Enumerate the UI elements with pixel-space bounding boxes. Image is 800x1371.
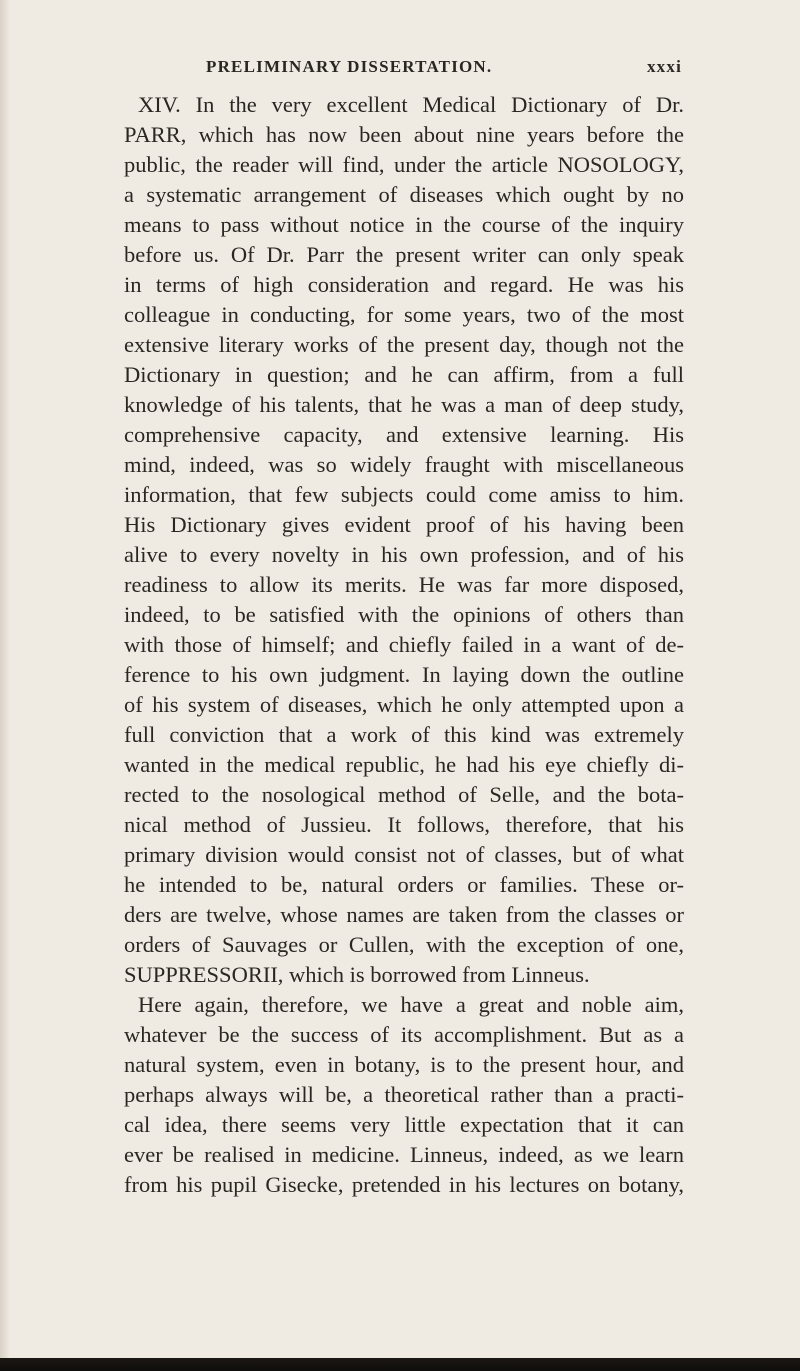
text-line: with those of himself; and chiefly failed in a want of de- [124,632,684,657]
text-line: XIV. In the very excellent Medical Dictionary of Dr. [138,92,684,117]
text-line: alive to every novelty in his own profession, and of his [124,542,684,567]
text-line: he intended to be, natural orders or families. These or- [124,872,684,897]
text-line: orders of Sauvages or Cullen, with the exception of one, [124,932,684,957]
text-line: Dictionary in question; and he can affirm, from a full [124,362,684,387]
text-line: of his system of diseases, which he only attempted upon a [124,692,684,717]
text-line: wanted in the medical republic, he had his eye chiefly di- [124,752,684,777]
page-bottom-edge [0,1358,800,1371]
text-line: PARR, which has now been about nine years before the [124,122,684,147]
text-line: comprehensive capacity, and extensive learning. His [124,422,684,447]
text-line: full conviction that a work of this kind was extremely [124,722,684,747]
text-line: cal idea, there seems very little expectation that it can [124,1112,684,1137]
running-title: PRELIMINARY DISSERTATION. [206,57,493,76]
running-header [206,57,682,85]
text-line: ference to his own judgment. In laying down the outline [124,662,684,687]
text-line: information, that few subjects could come amiss to him. [124,482,684,507]
text-line: Here again, therefore, we have a great and noble aim, [138,992,684,1017]
text-line: public, the reader will find, under the article NOSOLOGY, [124,152,684,177]
text-line: knowledge of his talents, that he was a man of deep study, [124,392,684,417]
text-line: whatever be the success of its accomplishment. But as a [124,1022,684,1047]
text-line: mind, indeed, was so widely fraught with miscellaneous [124,452,684,477]
text-line: before us. Of Dr. Parr the present writer can only speak [124,242,684,267]
text-line: SUPPRESSORII, which is borrowed from Linneus. [124,962,590,987]
page-number: xxxi [646,57,682,76]
text-line: nical method of Jussieu. It follows, therefore, that his [124,812,684,837]
text-line: colleague in conducting, for some years, two of the most [124,302,684,327]
text-line: natural system, even in botany, is to the present hour, and [124,1052,684,1077]
text-line: primary division would consist not of classes, but of what [124,842,684,867]
text-line: His Dictionary gives evident proof of his having been [124,512,684,537]
text-line: rected to the nosological method of Selle, and the bota- [124,782,684,807]
text-line: perhaps always will be, a theoretical rather than a practi- [124,1082,684,1107]
text-line: ders are twelve, whose names are taken from the classes or [124,902,684,927]
page-gutter-shadow [0,0,10,1358]
text-line: means to pass without notice in the course of the inquiry [124,212,684,237]
text-line: ever be realised in medicine. Linneus, indeed, as we learn [124,1142,684,1167]
text-line: indeed, to be satisfied with the opinions of others than [124,602,684,627]
text-line: in terms of high consideration and regard. He was his [124,272,684,297]
text-line: readiness to allow its merits. He was far more disposed, [124,572,684,597]
text-line: a systematic arrangement of diseases which ought by no [124,182,684,207]
text-line: extensive literary works of the present day, though not the [124,332,684,357]
text-line: from his pupil Gisecke, pretended in his lectures on botany, [124,1172,684,1197]
